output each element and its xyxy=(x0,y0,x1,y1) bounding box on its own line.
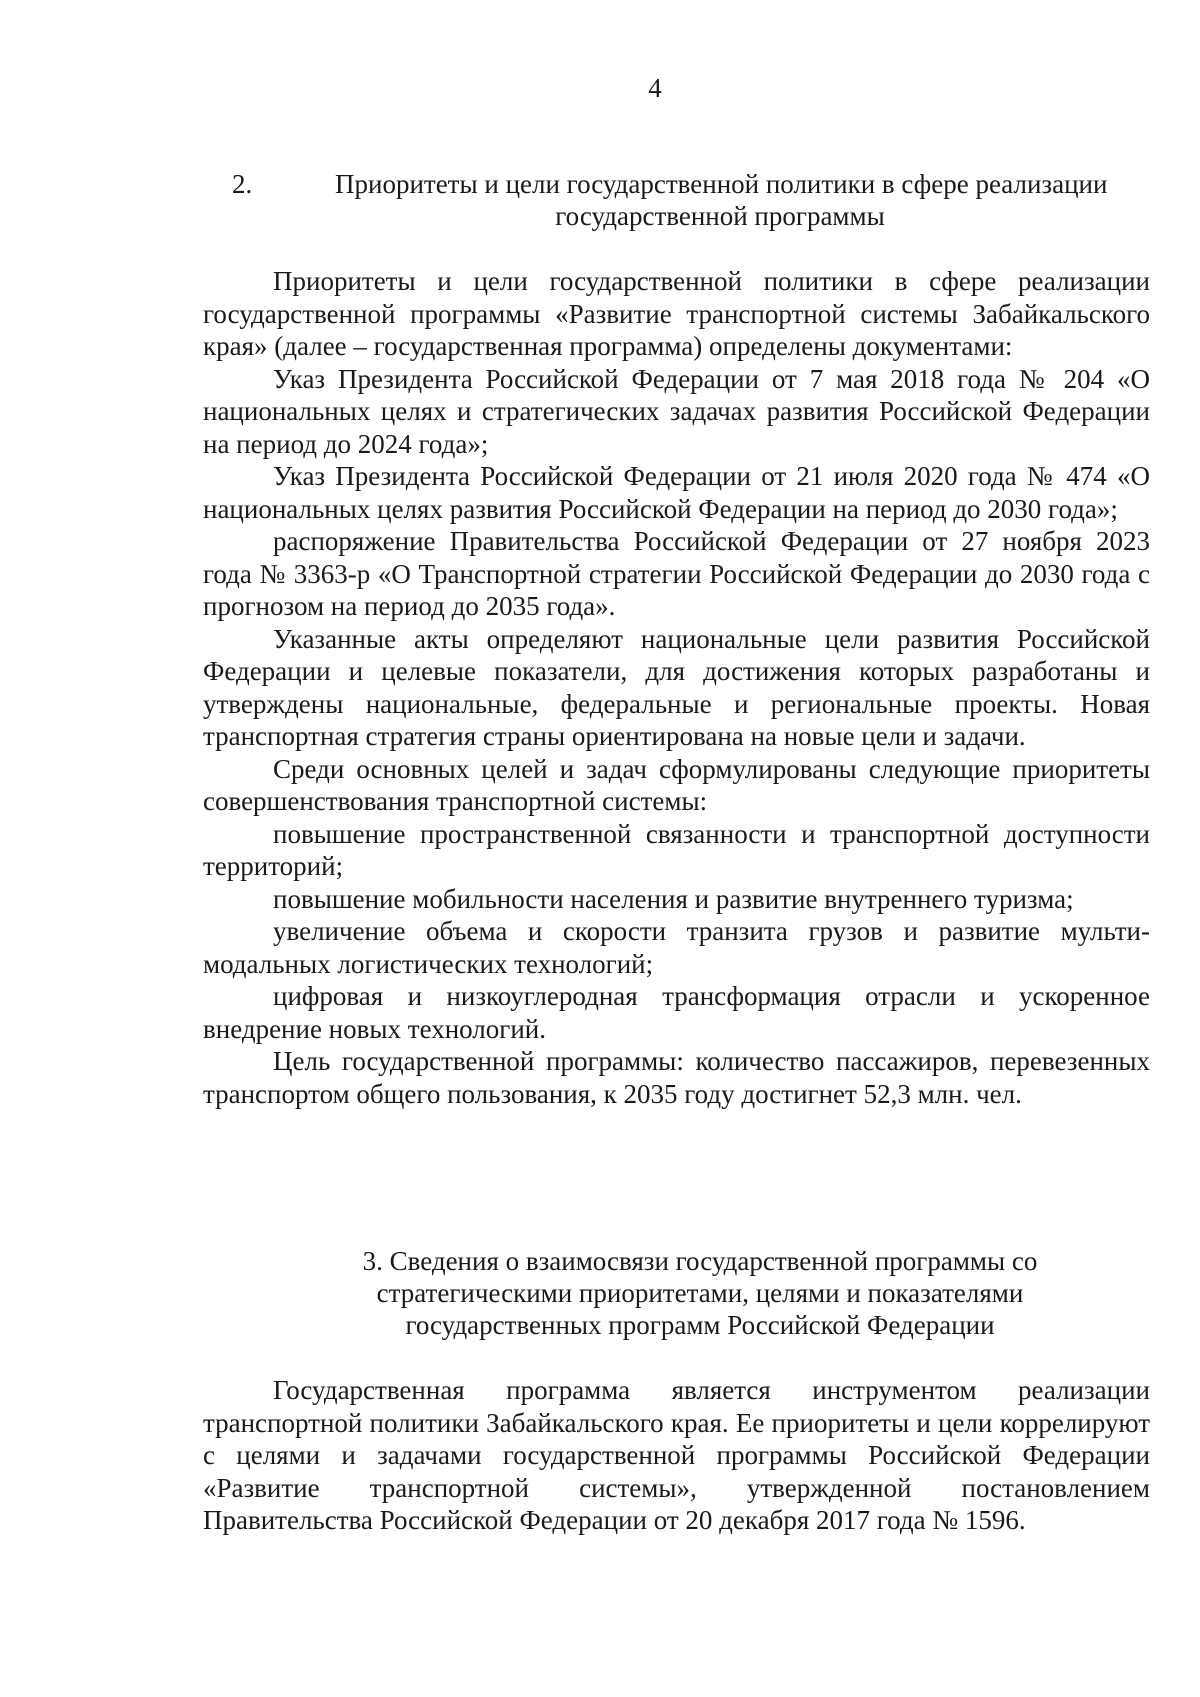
paragraph: Цель государственной программы: количество пассажиров, перевезенных транспортом общего пользования, к 2035 году достигнет 52,3 млн. чел. xyxy=(203,1046,1150,1109)
paragraph: Приоритеты и цели государственной политики в сфере реализации государственной программы «Развитие транспортной системы Забайкальского края» (далее – государственная программа) определены документами: xyxy=(203,266,1150,361)
section-2-title-line-1: Приоритеты и цели государственной политики в сфере реализации xyxy=(335,169,1108,199)
paragraph: увеличение объема и скорости транзита грузов и развитие мульти-модальных логистических технологий; xyxy=(203,916,1150,979)
page-number: 4 xyxy=(648,73,662,103)
paragraph: цифровая и низкоуглеродная трансформация отрасли и ускоренное внедрение новых технологий. xyxy=(203,981,1150,1044)
paragraph: повышение мобильности населения и развитие внутреннего туризма; xyxy=(273,883,1074,914)
paragraph: Указ Президента Российской Федерации от 21 июля 2020 года № 474 «О национальных целях развития Российской Федерации на период до 2030 года»; xyxy=(203,461,1150,524)
paragraph: Указ Президента Российской Федерации от 7 мая 2018 года № 204 «О национальных целях и стратегических задачах развития Российской Федерации на период до 2024 года»; xyxy=(203,363,1150,459)
paragraph: Среди основных целей и задач сформулированы следующие приоритеты совершенствования транспортной системы: xyxy=(203,753,1150,816)
section-3-title-line-3: государственных программ Российской Федерации xyxy=(405,1310,995,1340)
section-3-heading xyxy=(280,1245,1120,1341)
section-2-number: 2. xyxy=(232,169,253,199)
paragraph: Государственная программа является инструментом реализации транспортной политики Забайкальского края. Ее приоритеты и цели коррелируют с целями и задачами государственной программы Российской Федерации «Развитие транспортной системы», утвержденной постановлением Правительства Российской Федерации от 20 декабря 2017 года № 1596. xyxy=(203,1375,1150,1535)
section-3-body xyxy=(203,1374,1150,1537)
paragraph: распоряжение Правительства Российской Федерации от 27 ноября 2023 года № 3363-р «О Транспортной стратегии Российской Федерации до 2030 года с прогнозом на период до 2035 года». xyxy=(203,526,1150,621)
section-2-title-line-2: государственной программы xyxy=(555,201,885,231)
section-3-title-line-2: стратегическими приоритетами, целями и показателями xyxy=(376,1278,1024,1308)
section-2-heading xyxy=(200,168,1130,232)
section-3-title-line-1: 3. Сведения о взаимосвязи государственной программы со xyxy=(362,1246,1038,1276)
section-2-body xyxy=(203,265,1150,1110)
paragraph: повышение пространственной связанности и транспортной доступности территорий; xyxy=(203,818,1150,881)
paragraph: Указанные акты определяют национальные цели развития Российской Федерации и целевые показатели, для достижения которых разработаны и утверждены национальные, федеральные и региональные проекты. Новая транспортная стратегия страны ориентирована на новые цели и задачи. xyxy=(203,623,1150,751)
